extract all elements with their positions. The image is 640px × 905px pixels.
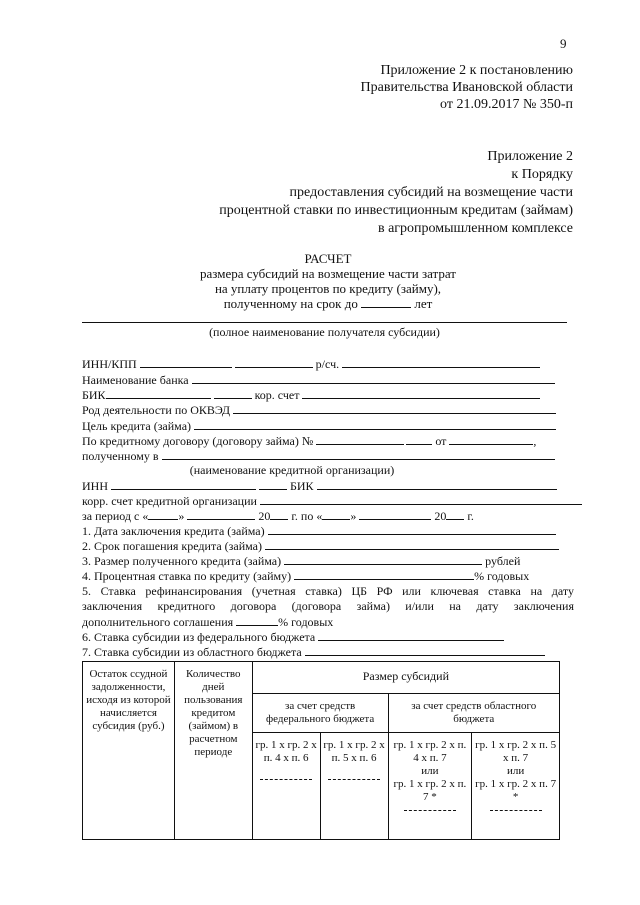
period-month-from (187, 508, 255, 520)
item5-blank (236, 614, 278, 626)
appendix-main-line3: от 21.09.2017 № 350-п (440, 97, 573, 112)
appendix-order-line4: процентной ставки по инвестиционным кредитам (займам) (219, 203, 573, 218)
credit-org-caption: (наименование кредитной организации) (189, 463, 395, 477)
appendix-order-line3: предоставления субсидий на возмещение части (289, 185, 573, 200)
item7-row: 7. Ставка субсидии из областного бюджета (82, 644, 574, 660)
bik-blank (106, 387, 211, 399)
col-days-header: Количество дней пользования кредитом (займом) в расчетном периоде (174, 662, 252, 840)
item6-row: 6. Ставка субсидии из федерального бюджета (82, 629, 574, 645)
kpp-blank (235, 356, 313, 368)
appendix-order-line5: в агропромышленном комплексе (377, 221, 573, 236)
formula-fed-2-blank (328, 779, 380, 780)
formula-obl-1: гр. 1 х гр. 2 х п. 4 х п. 7 или гр. 1 х гр. 2 х п. 7 * (388, 733, 472, 840)
period-month-to (359, 508, 431, 520)
item1-row: 1. Дата заключения кредита (займа) (82, 523, 574, 539)
item1-blank (268, 523, 556, 535)
subsidy-size-header: Размер субсидий (252, 662, 559, 694)
bik-blank-2 (214, 387, 252, 399)
bik-row: БИК кор. счет (82, 387, 574, 403)
formula-fed-1-blank (260, 779, 312, 780)
table-header-row-1 (83, 662, 560, 694)
org-inn-blank-2 (259, 478, 287, 490)
formula-obl-1-blank (404, 810, 456, 811)
federal-budget-header: за счет средств федерального бюджета (252, 694, 388, 733)
document-title (82, 251, 574, 311)
appendix-order-header (150, 148, 573, 238)
purpose-blank (194, 418, 556, 430)
formula-obl-2-blank (490, 810, 542, 811)
appendix-main-header (280, 62, 573, 113)
item3-row: 3. Размер полученного кредита (займа) рублей (82, 554, 521, 568)
item4-blank (294, 568, 474, 580)
okved-row: Род деятельности по ОКВЭД (82, 402, 574, 418)
org-inn-bik-row: ИНН БИК (82, 478, 574, 494)
org-bik-blank (317, 478, 557, 490)
col-balance-header: Остаток ссудной задолженности, исходя из которой начисляется субсидия (руб.) (83, 662, 175, 840)
item3-blank (284, 553, 482, 565)
regional-budget-header: за счет средств областного бюджета (388, 694, 559, 733)
appendix-order-line1: Приложение 2 (487, 149, 573, 164)
contract-number-blank (316, 433, 404, 445)
purpose-row: Цель кредита (займа) (82, 418, 574, 434)
item4-row: 4. Процентная ставка по кредиту (займу) % годовых (82, 569, 530, 583)
appendix-main-line1: Приложение 2 к постановлению (380, 63, 573, 78)
period-year-to (446, 508, 464, 520)
period-row: за период с « » 20 г. по « » 20 г. (82, 509, 474, 523)
contract-number-blank-2 (406, 433, 432, 445)
item5-block (82, 584, 574, 630)
org-inn-blank (111, 478, 256, 490)
period-year-from (270, 508, 288, 520)
appendix-main-line2: Правительства Ивановской области (360, 80, 573, 95)
inn-kpp-row: ИНН/КПП р/сч. (82, 356, 574, 372)
title-line1: размера субсидий на возмещение части затрат (200, 266, 456, 281)
kor-schet-blank (302, 387, 540, 399)
recipient-caption: (полное наименование получателя субсидии) (209, 325, 440, 339)
title-main: РАСЧЕТ (304, 251, 352, 266)
rs-blank (342, 356, 540, 368)
received-in-row: полученному в (82, 448, 574, 464)
credit-org-blank (162, 448, 555, 460)
period-day-from (148, 508, 178, 520)
bank-name-blank (192, 372, 555, 384)
title-line2: на уплату процентов по кредиту (займу), (214, 281, 442, 296)
subsidy-table (82, 661, 560, 840)
item6-blank (318, 629, 504, 641)
item5-line1: 5. Ставка рефинансирования (учетная ставка) ЦБ РФ или ключевая ставка на дату (82, 584, 574, 598)
formula-obl-2: гр. 1 х гр. 2 х п. 5 х п. 7 или гр. 1 х гр. 2 х п. 7 * (472, 733, 560, 840)
period-day-to (322, 508, 350, 520)
inn-blank (140, 356, 232, 368)
formula-fed-1: гр. 1 х гр. 2 х п. 4 х п. 6 (252, 733, 320, 840)
bank-name-row: Наименование банка (82, 372, 574, 388)
appendix-order-line2: к Порядку (511, 167, 573, 182)
org-kor-blank (260, 493, 582, 505)
item5-line3: дополнительного соглашения % годовых (82, 615, 334, 629)
contract-row: По кредитному договору (договору займа) № от , (82, 434, 537, 448)
item2-row: 2. Срок погашения кредита (займа) (82, 538, 574, 554)
org-kor-row: корр. счет кредитной организации (82, 493, 574, 509)
formula-fed-2: гр. 1 х гр. 2 х п. 5 х п. 6 (320, 733, 388, 840)
okved-blank (233, 402, 556, 414)
title-line3: полученному на срок до лет (223, 296, 433, 311)
term-years-blank (361, 296, 411, 308)
contract-date-blank (449, 433, 533, 445)
page-number: 9 (560, 36, 567, 51)
recipient-name-line (82, 322, 567, 323)
item2-blank (265, 538, 559, 550)
item7-blank (305, 644, 545, 656)
item5-line2: заключения кредитного договора (договора займа) и/или на дату заключения (82, 599, 574, 613)
